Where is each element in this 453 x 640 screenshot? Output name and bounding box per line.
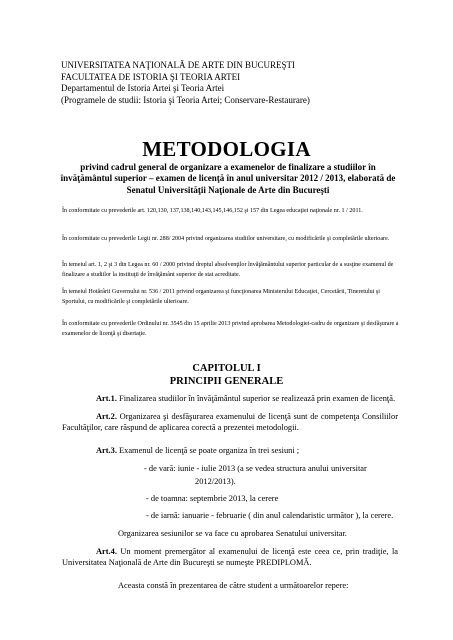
legal-reference: În conformitate cu prevederile art. 120,130, 137,138,140,143,145,146,152 şi 157 din Legea educaţiei naţionale nr. 1 / 2011. — [62, 208, 363, 214]
article-text: Finalizarea studiilor în învăţământul superior se realizează prin examen de licenţă. — [116, 394, 396, 403]
session-summer: - de vară: iunie - iulie 2013 (a se vedea structura anului universitar — [144, 464, 367, 473]
faculty-name: FACULTATEA DE ISTORIA ŞI TEORIA ARTEI — [61, 71, 241, 82]
article-4 — [62, 546, 398, 568]
article-label: Art.4. — [96, 547, 117, 556]
chapter-name: PRINCIPII GENERALE — [169, 376, 284, 387]
article-text: Examenul de licenţă se poate organiza în trei sesiuni ; — [116, 446, 300, 455]
department-name: Departamentul de Istoria Artei şi Teoria Artei — [61, 83, 225, 93]
legal-reference: În conformitate cu prevederile Legii nr. 288/ 2004 privind organizarea studiilor universitare, cu modificările şi completările ulterioare. — [62, 236, 390, 242]
document-header — [61, 60, 310, 106]
article-label: Art.2. — [96, 412, 117, 421]
legal-reference: În temeiul Hotărârii Guvernului nr. 536 / 2011 privind organizarea şi funcţionarea Ministerului Educaţiei, Cercetării, Tineretului şi Sportului, cu modificările şi completările ulterioare. — [62, 289, 380, 305]
session-summer-year: 2012/2013). — [195, 477, 236, 486]
university-name: UNIVERSITATEA NAŢIONALĂ DE ARTE DIN BUCUREŞTI — [61, 60, 295, 70]
article-text: Un moment premergător al examenului de licenţă este ceea ce, prin tradiţie, la Universitatea Naţională de Arte din Bucureşti se numeşte PREDIPLOMĂ. — [62, 547, 398, 567]
article-4-continued: Aceasta constă în prezentarea de către student a următoarelor repere: — [118, 581, 349, 590]
page-subtitle: privind cadrul general de organizare a examenelor de finalizare a studiilor în învăţământul superior – examen de licenţă în anul universitar 2012 / 2013, elaborată de Senatul Universităţii Naţionale de Arte din Bucureşti — [60, 162, 396, 195]
article-label: Art.1. — [96, 394, 117, 403]
chapter-number: CAPITOLUL I — [192, 363, 261, 374]
legal-reference: În temeiul art. 1, 2 şi 3 din Legea nr. 60 / 2000 privind dreptul absolvenţilor învăţământului superior particular de a susţine examenul de finalizare a studiilor la instituţii de învăţământ superior de stat acreditate. — [62, 262, 394, 278]
sessions-approval: Organizarea sesiunilor se va face cu aprobarea Senatului universitar. — [118, 529, 347, 538]
study-programs: (Programele de studii: Istoria şi Teoria Artei; Conservare-Restaurare) — [61, 94, 310, 105]
article-2 — [62, 411, 398, 433]
article-3 — [96, 445, 299, 456]
article-label: Art.3. — [96, 446, 117, 455]
page-title: METODOLOGIA — [142, 137, 311, 161]
article-text: Organizarea şi desfăşurarea examenului de licenţă sunt de competenţa Consiliilor Facultăţilor, care răspund de aplicarea corectă a prezentei metodologii. — [62, 412, 398, 432]
session-autumn: - de toamna: septembrie 2013, la cerere — [146, 494, 279, 503]
article-1 — [96, 393, 395, 404]
legal-reference: În conformitate cu prevederile Ordinului nr. 3545 din 15 aprilie 2013 privind aprobarea Metodologiei-cadru de organizare şi desfăşurare a examenelor de licenţă şi disertaţie. — [62, 321, 399, 337]
session-winter: - de iarnă: ianuarie - februarie ( din anul calendaristic următor ), la cerere. — [146, 511, 394, 520]
